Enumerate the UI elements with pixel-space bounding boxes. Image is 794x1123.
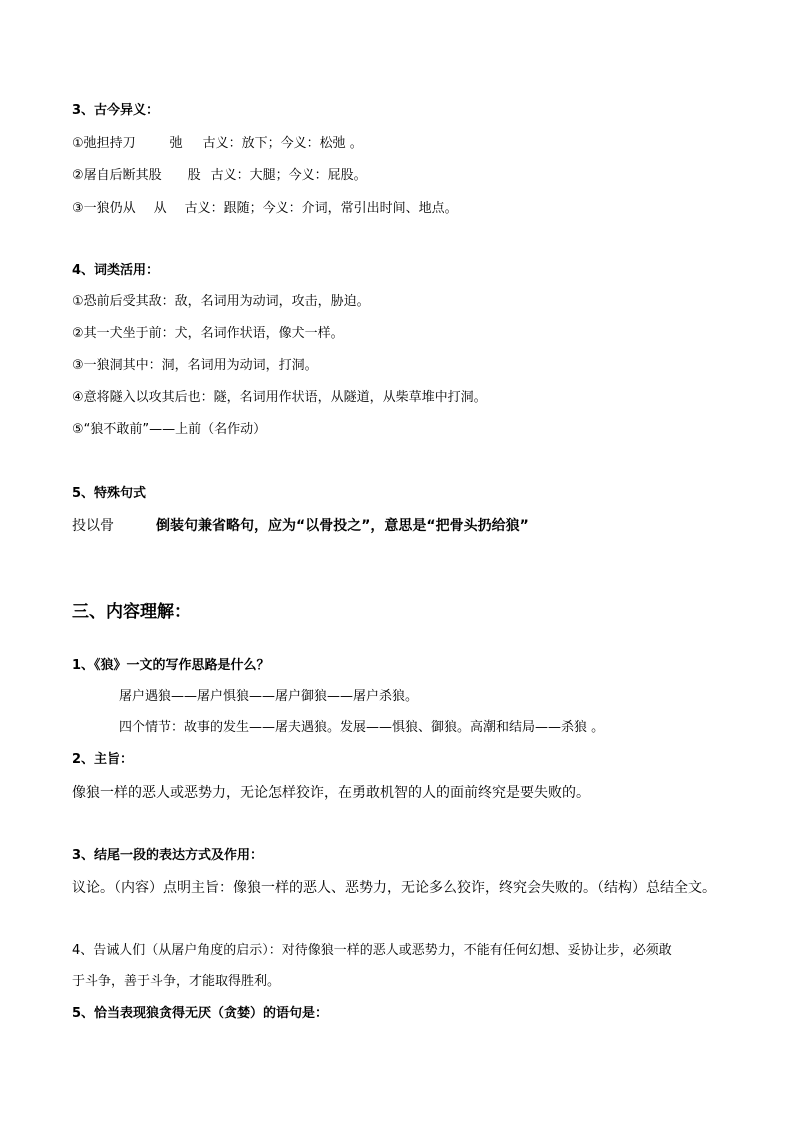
ancient-modern-item-3 bbox=[72, 200, 458, 218]
item-phrase: ②屠自后断其股 bbox=[72, 168, 162, 183]
word-class-item-1: ①恐前后受其敌：敌，名词用为动词，攻击，胁迫。 bbox=[72, 294, 370, 309]
word-class-item-5: ⑤“狼不敢前”——上前（名作动） bbox=[72, 422, 267, 437]
section-3-heading: 3、古今异义： bbox=[72, 103, 160, 118]
item-phrase: ①弛担持刀 bbox=[72, 136, 136, 151]
question-3-heading: 3、结尾一段的表达方式及作用： bbox=[72, 848, 264, 863]
question-1-line-1: 屠户遇狼——屠户惧狼——屠户御狼——屠户杀狼。 bbox=[119, 689, 419, 704]
item-word: 弛 bbox=[169, 136, 183, 151]
item-meaning: 古义：放下；今义：松弛 。 bbox=[202, 136, 363, 151]
question-2-heading: 2、主旨： bbox=[72, 752, 134, 767]
question-5-heading: 5、恰当表现狼贪得无厌（贪婪）的语句是： bbox=[72, 1006, 329, 1021]
question-2-text: 像狼一样的恶人或恶势力，无论怎样狡诈，在勇敢机智的人的面前终究是要失败的。 bbox=[72, 785, 590, 801]
word-class-item-4: ④意将隧入以攻其后也：隧，名词用作状语，从隧道，从柴草堆中打洞。 bbox=[72, 390, 487, 405]
special-phrase: 投以骨 bbox=[72, 518, 114, 534]
question-3-text: 议论。（内容）点明主旨：像狼一样的恶人、恶势力，无论多么狡诈，终究会失败的。（结构）总结全文。 bbox=[72, 880, 716, 896]
question-4-line-1: 4、告诫人们（从屠户角度的启示）：对待像狼一样的恶人或恶势力，不能有任何幻想、妥协让步，必须敢 bbox=[72, 943, 672, 958]
word-class-item-3: ③一狼洞其中：洞，名词用为动词，打洞。 bbox=[72, 358, 318, 373]
special-explanation: 倒装句兼省略句，应为“以骨投之”，意思是“把骨头扔给狼” bbox=[156, 518, 529, 534]
item-word: 股 bbox=[187, 168, 201, 183]
special-sentence-line bbox=[72, 517, 529, 535]
item-meaning: 古义：跟随；今义：介词，常引出时间、地点。 bbox=[184, 201, 458, 216]
question-1-heading: 1、《狼》一文的写作思路是什么？ bbox=[72, 658, 270, 673]
item-phrase: ③一狼仍从 bbox=[72, 201, 136, 216]
ancient-modern-item-1 bbox=[72, 135, 363, 153]
word-class-item-2: ②其一犬坐于前：犬，名词作状语，像犬一样。 bbox=[72, 326, 344, 341]
section-5-heading: 5、特殊句式 bbox=[72, 486, 147, 501]
item-meaning: 古义：大腿；今义：屁股。 bbox=[210, 168, 367, 183]
ancient-modern-item-2 bbox=[72, 167, 367, 185]
question-1-line-2: 四个情节：故事的发生——屠夫遇狼。发展——惧狼、御狼。高潮和结局——杀狼 。 bbox=[119, 720, 605, 735]
question-4-line-2: 于斗争，善于斗争，才能取得胜利。 bbox=[72, 974, 281, 989]
section-4-heading: 4、词类活用： bbox=[72, 263, 160, 278]
item-word: 从 bbox=[153, 201, 167, 216]
part-3-heading: 三、内容理解： bbox=[72, 602, 191, 622]
